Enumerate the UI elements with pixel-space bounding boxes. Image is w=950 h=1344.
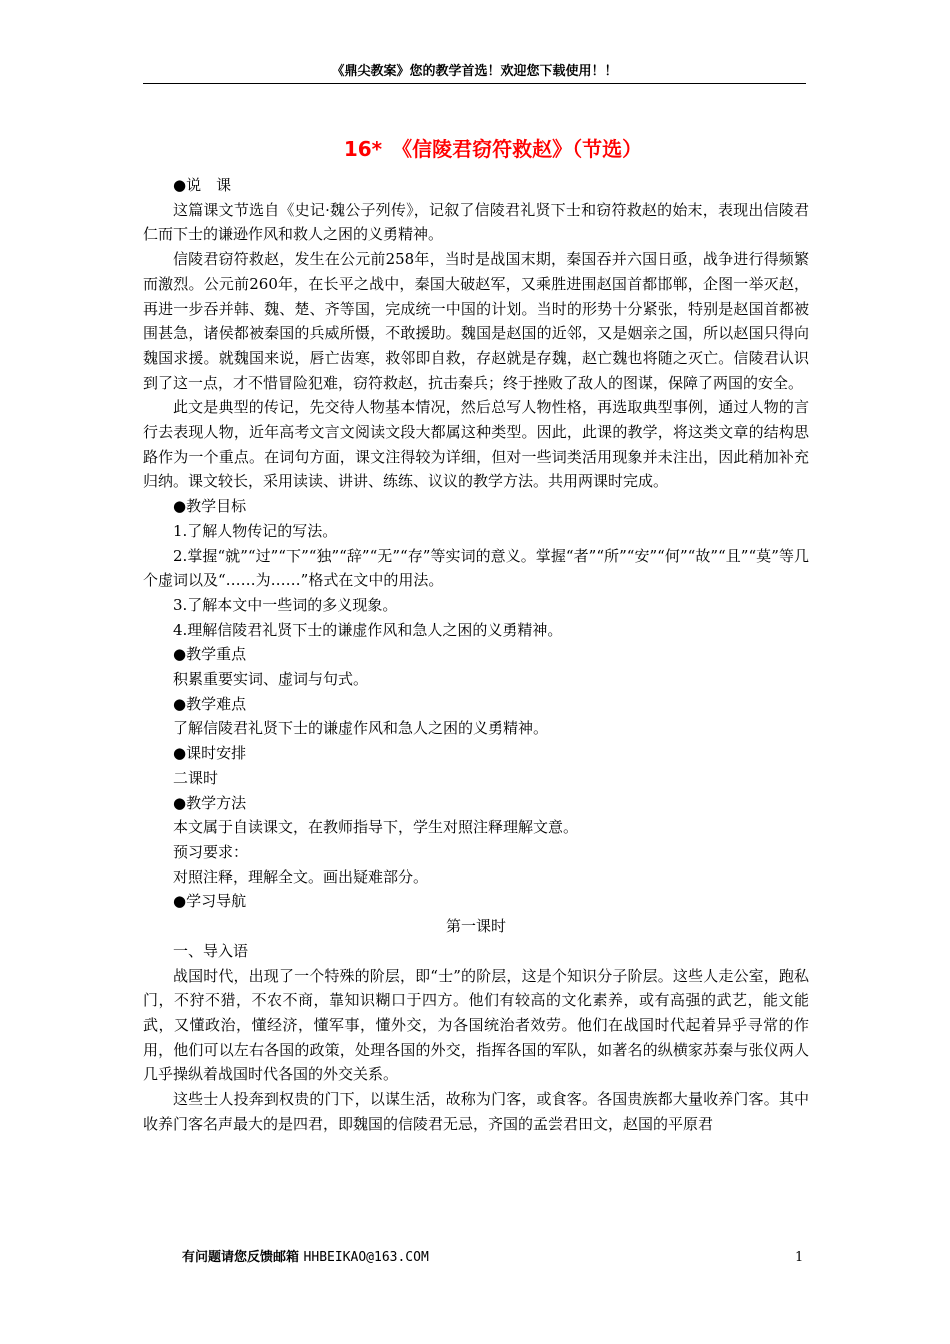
list-item: 1.了解人物传记的写法。 [173,521,338,540]
section-heading-methods: ●教学方法 [173,793,247,812]
paragraph: 这些士人投奔到权贵的门下，以谋生活，故称为门客，或食客。各国贵族都大量收养门客。其中收养门客名声最大的是四君，即魏国的信陵君无忌，齐国的孟尝君田文，赵国的平原君 [143,1090,809,1133]
section-heading-schedule: ●课时安排 [173,744,247,763]
page-number: 1 [795,1250,804,1265]
subsection-heading: 一、导入语 [173,941,249,960]
list-item: 2.掌握“就”“过”“下”“独”“辞”“无”“存”等实词的意义。掌握“者”“所”“安”“何”“故”“且”“莫”等几个虚词以及“……为……”格式在文中的用法。 [143,546,809,590]
list-item: 4.理解信陵君礼贤下士的谦虚作风和急人之困的义勇精神。 [173,620,563,639]
header-rule [143,83,806,84]
document-body [143,173,809,1136]
paragraph: 此文是典型的传记，先交待人物基本情况，然后总写人物性格，再选取典型事例，通过人物的言行去表现人物，近年高考文言文阅读文段大都属这种类型。因此，此课的教学，将这类文章的结构思路作为一个重点。在词句方面，课文注得较为详细，但对一些词类活用现象并未注出，因此稍加补充归纳。课文较长，采用读读、讲讲、练练、议议的教学方法。共用两课时完成。 [143,398,809,491]
page-header: 《鼎尖教案》您的教学首选！欢迎您下载使用！！ [331,64,618,79]
section-heading-shuoke: ●说 课 [173,176,232,194]
paragraph: 对照注释，理解全文。画出疑难部分。 [173,867,429,886]
list-item: 3.了解本文中一些词的多义现象。 [173,595,398,614]
page-footer [182,1249,429,1267]
paragraph: 预习要求： [173,842,249,861]
paragraph: 战国时代，出现了一个特殊的阶层，即“士”的阶层，这是个知识分子阶层。这些人走公室，跑私门，不狩不猎，不农不商，靠知识糊口于四方。他们有较高的文化素养，或有高强的武艺，能文能武，又懂政治，懂经济，懂军事，懂外交，为各国统治者效劳。他们在战国时代起着异乎寻常的作用，他们可以左右各国的政策，处理各国的外交，指挥各国的军队，如著名的纵横家苏秦与张仪两人几乎操纵着战国时代各国的外交关系。 [143,966,809,1084]
lesson-heading: 第一课时 [445,917,506,936]
paragraph: 本文属于自读课文，在教师指导下，学生对照注释理解文意。 [173,818,579,837]
paragraph: 二课时 [173,768,219,787]
footer-email: HHBEIKAO@163.COM [303,1250,429,1265]
footer-label: 有问题请您反馈邮箱 [182,1250,300,1265]
section-heading-key-points: ●教学重点 [173,645,247,664]
section-heading-objectives: ●教学目标 [173,497,247,516]
section-heading-difficulties: ●教学难点 [173,694,247,713]
section-heading-guide: ●学习导航 [173,892,247,911]
document-title: 16* 《信陵君窃符救赵》（节选） [343,137,643,161]
paragraph: 信陵君窃符救赵，发生在公元前258年，当时是战国末期，秦国吞并六国日亟，战争进行得频繁而激烈。公元前260年，在长平之战中，秦国大破赵军，又乘胜进围赵国首都邯郸，企图一举灭赵，再进一步吞并韩、魏、楚、齐等国，完成统一中国的计划。当时的形势十分紧张，特别是赵国首都被围甚急，诸侯都被秦国的兵威所慑，不敢援助。魏国是赵国的近邻，又是姻亲之国，所以赵国只得向魏国求援。就魏国来说，唇亡齿寒，救邻即自救，存赵就是存魏，赵亡魏也将随之灭亡。信陵君认识到了这一点，才不惜冒险犯难，窃符救赵，抗击秦兵；终于挫败了敌人的图谋，保障了两国的安全。 [143,250,809,392]
paragraph: 了解信陵君礼贤下士的谦虚作风和急人之困的义勇精神。 [173,719,549,738]
paragraph: 这篇课文节选自《史记·魏公子列传》，记叙了信陵君礼贤下士和窃符救赵的始末，表现出信陵君仁而下士的谦逊作风和救人之困的义勇精神。 [143,200,809,244]
paragraph: 积累重要实词、虚词与句式。 [173,670,369,689]
